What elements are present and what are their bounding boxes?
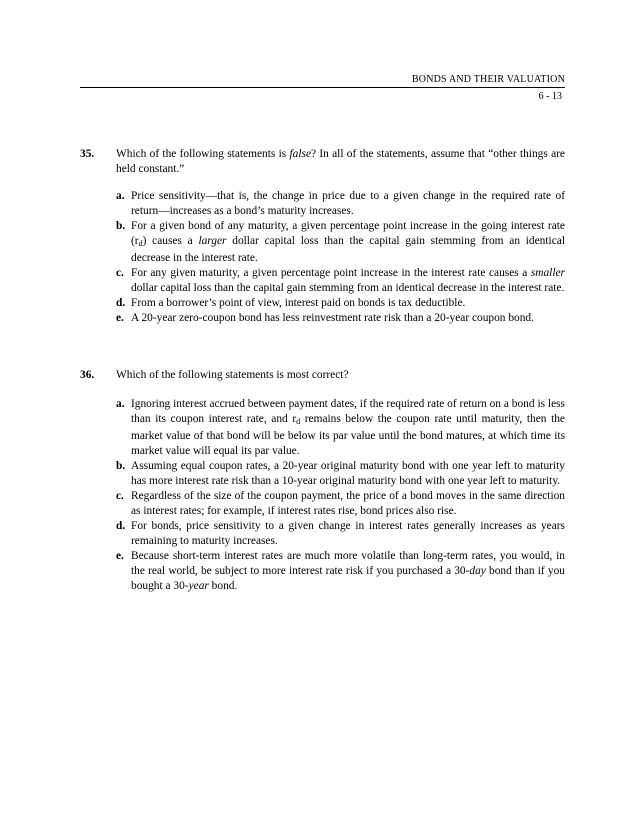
page-number: 6 - 13 [538, 91, 562, 102]
option-d [116, 296, 565, 311]
option-b [116, 219, 565, 266]
option-c [116, 489, 565, 519]
answer-options [116, 189, 565, 326]
option-text: Price sensitivity—that is, the change in price due to a given change in the required rate of return—increases as a bond’s maturity increases. [131, 190, 565, 217]
question-stem: Which of the following statements is most correct? [116, 369, 349, 381]
question-35 [80, 147, 565, 337]
answer-options [116, 397, 565, 594]
option-b [116, 459, 565, 489]
question-number: 35. [80, 148, 95, 160]
option-letter: a. [116, 190, 125, 202]
option-letter: c. [116, 490, 124, 502]
option-e [116, 311, 565, 326]
subscript: d [296, 417, 301, 426]
running-header [80, 74, 565, 88]
option-text: Assuming equal coupon rates, a 20-year original maturity bond with one year left to maturity has more interest rate risk than a 10-year original maturity bond with one year left to maturity. [131, 460, 565, 487]
header-title: BONDS AND THEIR VALUATION [411, 74, 565, 85]
option-text: A 20-year zero-coupon bond has less reinvestment rate risk than a 20-year coupon bond. [131, 312, 534, 324]
option-letter: e. [116, 550, 124, 562]
option-letter: d. [116, 297, 126, 309]
option-a [116, 397, 565, 459]
option-text: Regardless of the size of the coupon payment, the price of a bond moves in the same direction as interest rates; for example, if interest rates rise, bond prices also rise. [131, 490, 565, 517]
option-text: Ignoring interest accrued between payment dates, if the required rate of return on a bond is less than its coupon interest rate, and $r_d$ remains below the coupon rate until maturity, then the market value of that bond will be below its par value until the bond matures, at which time its market value will equal its par value. [131, 398, 565, 457]
option-text: For a given bond of any maturity, a given percentage point increase in the going interest rate $(r_d)$ causes a larger dollar capital loss than the capital gain stemming from an identical decrease in the interest rate. [131, 220, 565, 264]
emphasis: false [289, 148, 311, 160]
emphasis: smaller [530, 267, 565, 279]
option-text: For bonds, price sensitivity to a given change in interest rates generally increases as years remaining to maturity increases. [131, 520, 565, 547]
option-letter: e. [116, 312, 124, 324]
option-letter: b. [116, 460, 126, 472]
subscript: d [138, 239, 143, 248]
option-letter: d. [116, 520, 126, 532]
emphasis: day [469, 565, 486, 577]
option-text: For any given maturity, a given percentage point increase in the interest rate causes a smaller dollar capital loss than the capital gain stemming from an identical decrease in the interest rate. [131, 267, 565, 294]
option-letter: a. [116, 398, 125, 410]
option-a [116, 189, 565, 219]
option-d [116, 519, 565, 549]
option-letter: c. [116, 267, 124, 279]
emphasis: year [188, 580, 209, 592]
question-stem: Which of the following statements is false? In all of the statements, assume that “other things are held constant.” [116, 148, 565, 175]
option-text: From a borrower’s point of view, interest paid on bonds is tax deductible. [131, 297, 466, 309]
emphasis: larger [198, 235, 227, 247]
option-e [116, 549, 565, 594]
option-text: Because short-term interest rates are much more volatile than long-term rates, you would, in the real world, be subject to more interest rate risk if you purchased a 30-day bond than if you bought a 30-year bond. [131, 550, 565, 592]
option-letter: b. [116, 220, 126, 232]
question-36 [80, 368, 565, 605]
question-number: 36. [80, 369, 95, 381]
option-c [116, 266, 565, 296]
